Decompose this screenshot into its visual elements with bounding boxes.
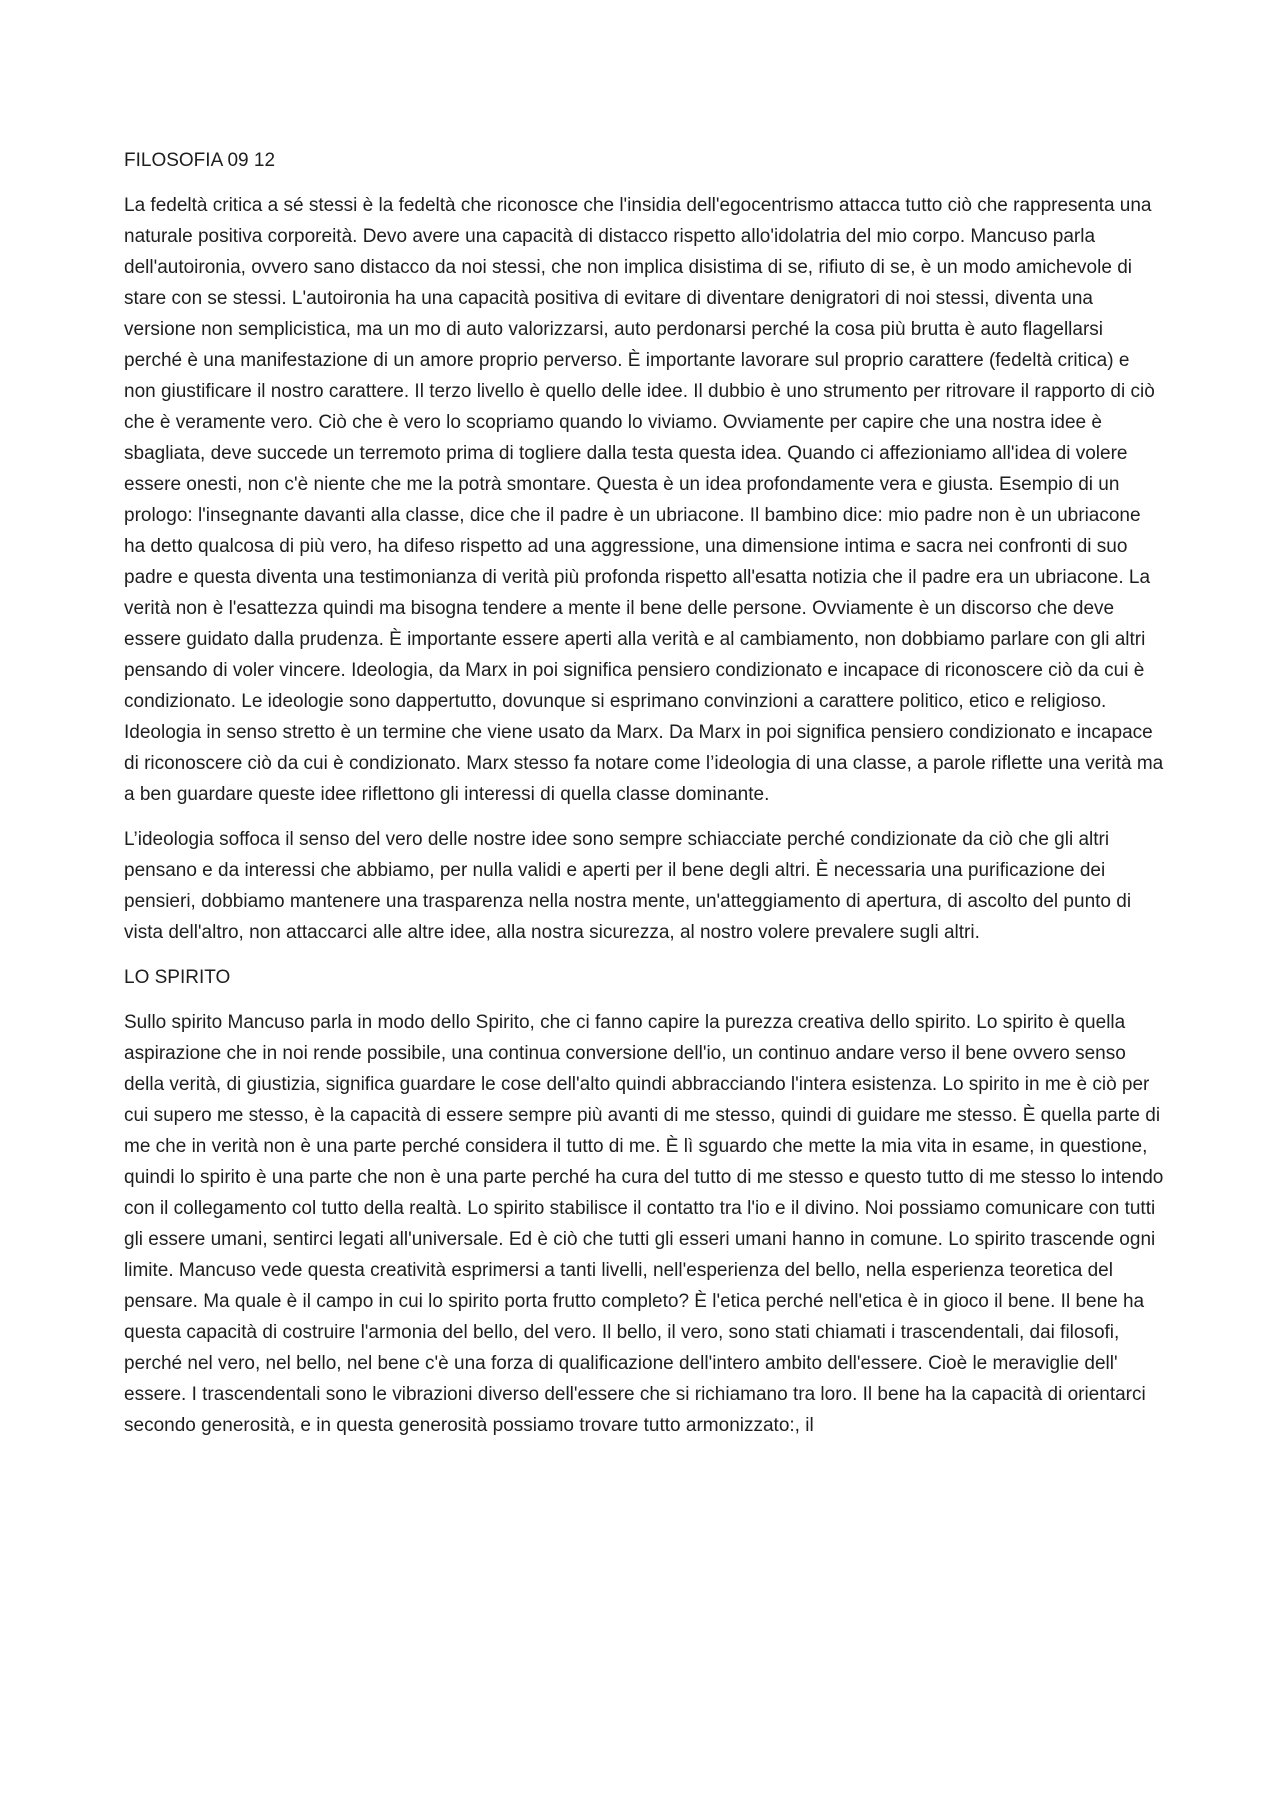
paragraph-fedelta-critica: La fedeltà critica a sé stessi è la fedeltà che riconosce che l'insidia dell'egocentrismo attacca tutto ciò che rappresenta una naturale positiva corporeità. Devo avere una capacità di distacco rispetto allo'idolatria del mio corpo. Mancuso parla dell'autoironia, ovvero sano distacco da noi stessi, che non implica disistima di se, rifiuto di se, è un modo amichevole di stare con se stessi. L'autoironia ha una capacità positiva di evitare di diventare denigratori di noi stessi, diventa una versione non semplicistica, ma un mo di auto valorizzarsi, auto perdonarsi perché la cosa più brutta è auto flagellarsi perché è una manifestazione di un amore proprio perverso. È importante lavorare sul proprio carattere (fedeltà critica) e non giustificare il nostro carattere. Il terzo livello è quello delle idee. Il dubbio è uno strumento per ritrovare il rapporto di ciò che è veramente vero. Ciò che è vero lo scopriamo quando lo viviamo. Ovviamente per capire che una nostra idee è sbagliata, deve succede un terremoto prima di togliere dalla testa questa idea. Quando ci affezioniamo all'idea di volere essere onesti, non c'è niente che me la potrà smontare. Questa è un idea profondamente vera e giusta. Esempio di un prologo: l'insegnante davanti alla classe, dice che il padre è un ubriacone. Il bambino dice: mio padre non è un ubriacone ha detto qualcosa di più vero, ha difeso rispetto ad una aggressione, una dimensione intima e sacra nei confronti di suo padre e questa diventa una testimonianza di verità più profonda rispetto all'esatta notizia che il padre era un ubriacone. La verità non è l'esattezza quindi ma bisogna tendere a mente il bene delle persone. Ovviamente è un discorso che deve essere guidato dalla prudenza. È importante essere aperti alla verità e al cambiamento, non dobbiamo parlare con gli altri pensando di voler vincere. Ideologia, da Marx in poi significa pensiero condizionato e incapace di riconoscere ciò da cui è condizionato. Le ideologie sono dappertutto, dovunque si esprimano convinzioni a carattere politico, etico e religioso. Ideologia in senso stretto è un termine che viene usato da Marx. Da Marx in poi significa pensiero condizionato e incapace di riconoscere ciò da cui è condizionato. Marx stesso fa notare come l’ideologia di una classe, a parole riflette una verità ma a ben guardare queste idee riflettono gli interessi di quella classe dominante.: [124, 195, 1164, 805]
paragraph-ideologia: L’ideologia soffoca il senso del vero delle nostre idee sono sempre schiacciate perché condizionate da ciò che gli altri pensano e da interessi che abbiamo, per nulla validi e aperti per il bene degli altri. È necessaria una purificazione dei pensieri, dobbiamo mantenere una trasparenza nella nostra mente, un'atteggiamento di apertura, di ascolto del punto di vista dell'altro, non attaccarci alle altre idee, alla nostra sicurezza, al nostro volere prevalere sugli altri.: [124, 829, 1132, 943]
section-heading-lo-spirito: LO SPIRITO: [124, 967, 231, 988]
document-page: [124, 145, 1164, 1455]
document-title: FILOSOFIA 09 12: [124, 150, 276, 171]
paragraph-spirito: Sullo spirito Mancuso parla in modo dello Spirito, che ci fanno capire la purezza creativa dello spirito. Lo spirito è quella aspirazione che in noi rende possibile, una continua conversione dell'io, un continuo andare verso il bene ovvero senso della verità, di giustizia, significa guardare le cose dell'alto quindi abbracciando l'intera esistenza. Lo spirito in me è ciò per cui supero me stesso, è la capacità di essere sempre più avanti di me stesso, quindi di guidare me stesso. È quella parte di me che in verità non è una parte perché considera il tutto di me. È lì sguardo che mette la mia vita in esame, in questione, quindi lo spirito è una parte che non è una parte perché ha cura del tutto di me stesso e questo tutto di me stesso lo intendo con il collegamento col tutto della realtà. Lo spirito stabilisce il contatto tra l'io e il divino. Noi possiamo comunicare con tutti gli essere umani, sentirci legati all'universale. Ed è ciò che tutti gli esseri umani hanno in comune. Lo spirito trascende ogni limite. Mancuso vede questa creatività esprimersi a tanti livelli, nell'esperienza del bello, nella esperienza teoretica del pensare. Ma quale è il campo in cui lo spirito porta frutto completo? È l'etica perché nell'etica è in gioco il bene. Il bene ha questa capacità di costruire l'armonia del bello, del vero. Il bello, il vero, sono stati chiamati i trascendentali, dai filosofi, perché nel vero, nel bello, nel bene c'è una forza di qualificazione dell'intero ambito dell'essere. Cioè le meraviglie dell' essere. I trascendentali sono le vibrazioni diverso dell'essere che si richiamano tra loro. Il bene ha la capacità di orientarci secondo generosità, e in questa generosità possiamo trovare tutto armonizzato:, il: [124, 1012, 1164, 1436]
